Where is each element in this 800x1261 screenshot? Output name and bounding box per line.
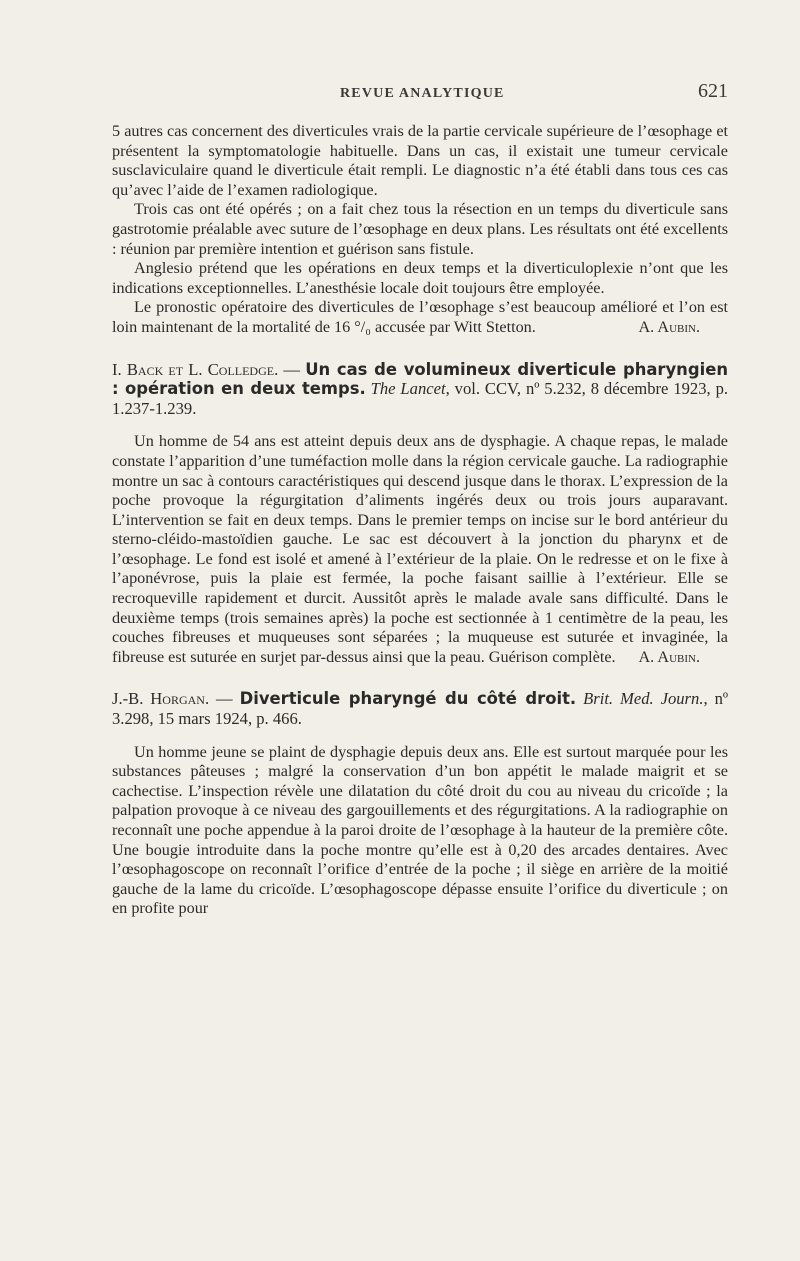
signature: A. Aubin. [638,317,700,336]
paragraph [112,298,728,337]
paragraph-text: Le pronostic opératoire des diverticules de l’œsophage s’est beaucoup amélioré et l’on est loin maintenant de la mortalité de 16 °/₀ accusée par Witt Stetton. [112,298,728,336]
reference-title: Un cas de volumineux diverticule pharyngien : opération en deux temps. [112,359,728,399]
reference-heading [112,689,728,728]
paragraph-text: Un homme de 54 ans est atteint depuis deux ans de dysphagie. A chaque repas, le malade constate l’apparition d’une tuméfaction molle dans la région cervicale gauche. La radiographie montre un sac à contours caractéristiques qui descend jusque dans le thorax. L’expression de la poche provoque la régurgitation d’aliments ingérés deux ou trois jours auparavant. L’intervention se fait en deux temps. Dans le premier temps on incise sur le bord antérieur du sterno-cléido-mastoïdien gauche. Le sac est découvert à la jonction du pharynx et de l’œsophage. Le fond est isolé et amené à l’extérieur de la plaie. On le redresse et on le fixe à l’aponévrose, puis la plaie est fermée, la poche faisant saillie à l’extérieur. Elle se recroqueville rapidement et durcit. Aussitôt après le malade avale sans difficulté. Dans le deuxième temps (trois semaines après) la poche est sectionnée à 1 centimètre de la peau, les couches fibreuses et muqueuses sont séparées ; la muqueuse est suturée et invaginée, la fibreuse est suturée en surjet par-dessus ainsi que la peau. Guérison complète. [112,432,728,666]
reference-dash: — [278,359,306,379]
page-number: 621 [698,80,728,102]
reference-journal: The Lancet [370,379,446,399]
reference-citation: , vol. CCV, nº 5.232, 8 décembre 1923, p. 1.237-1.239. [112,379,729,418]
paragraph: Anglesio prétend que les opérations en deux temps et la diverticuloplexie n’ont que les indications exceptionnelles. L’anesthésie locale doit toujours être employée. [112,259,728,297]
page-content [112,122,728,919]
reference-journal: Brit. Med. Journ. [583,689,704,709]
signature: A. Aubin. [638,647,700,666]
paragraph: Un homme jeune se plaint de dysphagie depuis deux ans. Elle est surtout marquée pour les substances pâteuses ; malgré la conservation d’un bon appétit le malade maigrit et se cachectise. L’inspection révèle une dilatation du côté droit du cou au niveau du cricoïde ; la palpation provoque à ce niveau des gargouillements et des régurgitations. A la radiographie on reconnaît une poche appendue à la paroi droite de l’œsophage à la hauteur de la première côte. Une bougie introduite dans la poche montre qu’elle est à 0,20 des arcades dentaires. Avec l’œsophagoscope on reconnaît l’orifice d’entrée de la poche ; il siège en arrière de la moitié gauche de la lame du cricoïde. L’œsophagoscope dépasse ensuite l’orifice du diverticule ; on en profite pour [112,742,728,918]
page-header [112,80,728,108]
reference-authors: J.-B. Horgan. [112,689,210,709]
reference-heading [112,360,728,419]
running-title: REVUE ANALYTIQUE [340,86,505,101]
paragraph [112,432,728,667]
reference-authors: I. Back et L. Colledge. [112,359,279,379]
paragraph: Trois cas ont été opérés ; on a fait chez tous la résection en un temps du diverticule sans gastrotomie préalable avec suture de l’œsophage en deux plans. Les résultats ont été excellents : réunion par première intention et guérison sans fistule. [112,200,728,258]
paragraph: 5 autres cas concernent des diverticules vrais de la partie cervicale supérieure de l’œsophage et présentent la symptomatologie habituelle. Dans un cas, il existait une tumeur cervicale susclaviculaire quand le diverticule était rempli. Le diagnostic n’a été établi dans tous ces cas qu’avec l’aide de l’examen radiologique. [112,122,728,199]
reference-title: Diverticule pharyngé du côté droit. [239,689,577,709]
reference-citation: , nº 3.298, 15 mars 1924, p. 466. [112,689,729,729]
reference-dash: — [209,689,240,709]
